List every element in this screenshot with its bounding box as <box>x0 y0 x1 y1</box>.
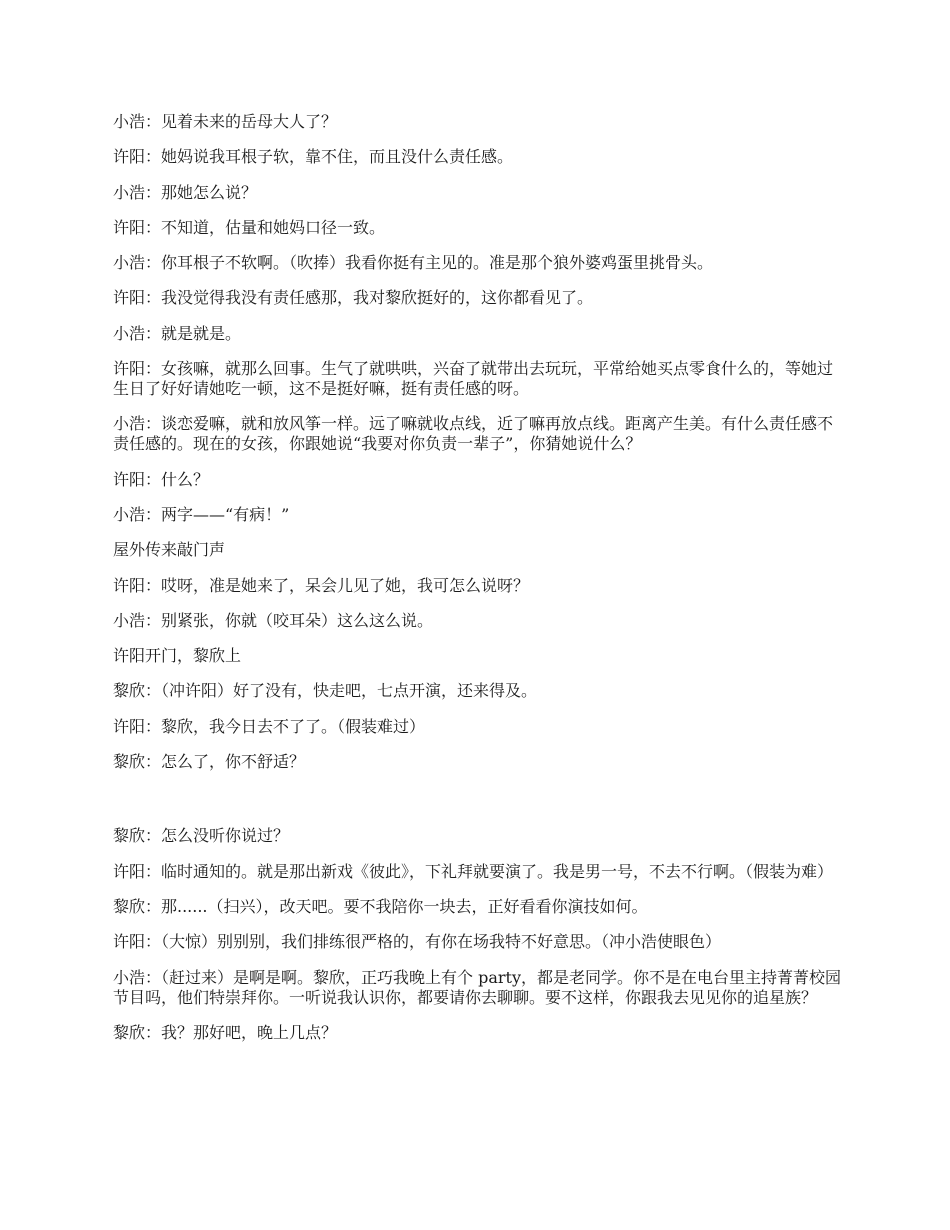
paragraph: 许阳：她妈说我耳根子软，靠不住，而且没什么责任感。 <box>113 147 514 167</box>
paragraph: 小浩：你耳根子不软啊。（吹捧）我看你挺有主见的。准是那个狼外婆鸡蛋里挑骨头。 <box>113 253 714 273</box>
paragraph: 黎欣：那......（扫兴），改天吧。要不我陪你一块去，正好看看你演技如何。 <box>113 896 648 916</box>
section-gap <box>113 787 841 826</box>
document-body <box>113 112 841 1058</box>
paragraph: 黎欣：怎么了，你不舒适？ <box>113 752 306 772</box>
stage-direction: 许阳开门，黎欣上 <box>113 646 242 666</box>
paragraph: 小浩：两字——“有病！” <box>113 504 290 524</box>
paragraph: 许阳：女孩嘛，就那么回事。生气了就哄哄，兴奋了就带出去玩玩，平常给她买点零食什么的，等她过生日了好好请她吃一顿，这不是挺好嘛，挺有责任感的呀。 <box>113 359 834 399</box>
paragraph: 许阳：我没觉得我没有责任感那，我对黎欣挺好的，这你都看见了。 <box>113 288 594 308</box>
paragraph: 小浩：那她怎么说？ <box>113 182 258 202</box>
paragraph: 许阳：什么？ <box>113 469 210 489</box>
paragraph: 小浩：见着未来的岳母大人了？ <box>113 112 338 131</box>
paragraph: 黎欣：（冲许阳）好了没有，快走吧，七点开演，还来得及。 <box>113 681 538 701</box>
stage-direction: 屋外传来敲门声 <box>113 540 226 560</box>
paragraph: 小浩：（赶过来）是啊是啊。黎欣，正巧我晚上有个 party，都是老同学。你不是在电台里主持菁菁校园节目吗，他们特崇拜你。一听说我认识你，都要请你去聊聊。要不这样，你跟我去见见你的追星族？ <box>113 967 841 1007</box>
paragraph: 许阳：黎欣，我今日去不了了。（假装难过） <box>113 716 426 736</box>
paragraph: 小浩：就是就是。 <box>113 323 242 343</box>
paragraph: 许阳：（大惊）别别别，我们排练很严格的，有你在场我特不好意思。（冲小浩使眼色） <box>113 932 722 952</box>
paragraph: 小浩：谈恋爱嘛，就和放风筝一样。远了嘛就收点线，近了嘛再放点线。距离产生美。有什么责任感不责任感的。现在的女孩，你跟她说“我要对你负责一辈子”，你猜她说什么？ <box>113 414 834 454</box>
paragraph: 许阳：临时通知的。就是那出新戏《彼此》，下礼拜就要演了。我是男一号，不去不行啊。（假装为难） <box>113 861 834 881</box>
paragraph: 许阳：不知道，估量和她妈口径一致。 <box>113 217 386 237</box>
paragraph: 小浩：别紧张，你就（咬耳朵）这么这么说。 <box>113 610 434 630</box>
paragraph: 许阳：哎呀，准是她来了，呆会儿见了她，我可怎么说呀？ <box>113 575 530 595</box>
paragraph: 黎欣：怎么没听你说过？ <box>113 826 290 846</box>
paragraph: 黎欣：我？那好吧，晚上几点？ <box>113 1022 338 1042</box>
